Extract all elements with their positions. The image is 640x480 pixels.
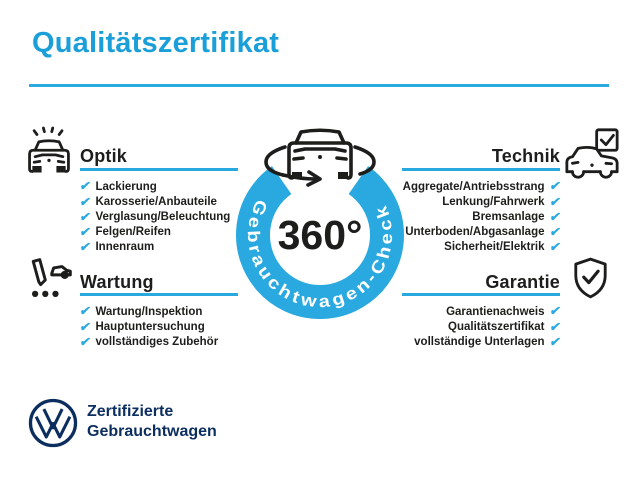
check-item-label: Innenraum [95,241,155,254]
check-item-label: vollständige Unterlagen [414,335,545,348]
check-icon: ✔ [78,334,92,349]
check-item [80,240,230,255]
check-icon: ✔ [548,224,562,239]
section-title-optik: Optik [80,146,128,166]
check-item-label: Wartung/Inspektion [95,305,203,318]
check-item-label: Garantienachweis [446,305,545,318]
check-item-label: Sicherheit/Elektrik [444,241,545,254]
badge-360-check [210,112,430,357]
check-item [80,209,230,224]
badge-ring-label: Gebrauchtwagen-Check [243,196,397,312]
check-icon: ✔ [548,334,562,349]
check-item-label: Unterboden/Abgasanlage [405,226,545,239]
check-icon: ✔ [548,319,562,334]
vw-logo-icon [27,397,79,449]
check-icon: ✔ [78,319,92,334]
check-icon: ✔ [78,179,92,194]
check-item-label: Lenkung/Fahrwerk [442,195,545,208]
title-divider [29,84,609,87]
check-item [80,334,218,349]
footer-brand-text [87,402,217,441]
check-item-label: Karosserie/Anbauteile [95,195,217,208]
section-title-garantie: Garantie [485,272,560,292]
optik-checklist [80,179,230,255]
check-item-label: vollständiges Zubehör [95,335,219,348]
footer-brand-line2: Gebrauchtwagen [87,422,217,440]
check-item-label: Felgen/Reifen [95,226,171,239]
check-item-label: Verglasung/Beleuchtung [95,210,231,223]
check-icon: ✔ [548,194,562,209]
check-item-label: Lackierung [95,180,157,193]
badge-degrees: 360° [277,212,363,258]
car-emblem-dot [318,155,322,159]
check-item [80,194,230,209]
check-item-label: Hauptuntersuchung [95,320,205,333]
page-title: Qualitätszertifikat [32,27,280,59]
check-item-label: Bremsanlage [472,210,545,223]
section-title-wartung: Wartung [80,272,154,292]
check-icon: ✔ [78,194,92,209]
check-icon: ✔ [548,209,562,224]
shield-check-icon [572,257,609,299]
check-item [80,319,218,334]
check-icon: ✔ [78,240,92,255]
check-icon: ✔ [548,179,562,194]
check-item [80,225,230,240]
check-icon: ✔ [548,240,562,255]
check-item-label: Aggregate/Antriebsstrang [402,180,545,193]
check-item [80,179,230,194]
wartung-checklist [80,304,218,350]
pencil-car-checklist-icon [24,255,74,305]
section-title-technik: Technik [491,146,560,166]
check-icon: ✔ [78,224,92,239]
car-checkbox-icon [563,127,621,181]
check-icon: ✔ [78,209,92,224]
check-item-label: Qualitätszertifikat [448,320,545,333]
check-icon: ✔ [78,304,92,319]
check-icon: ✔ [548,304,562,319]
check-item [80,304,218,319]
footer-brand-line1: Zertifizierte [87,403,174,420]
car-front-shine-icon [24,126,74,180]
